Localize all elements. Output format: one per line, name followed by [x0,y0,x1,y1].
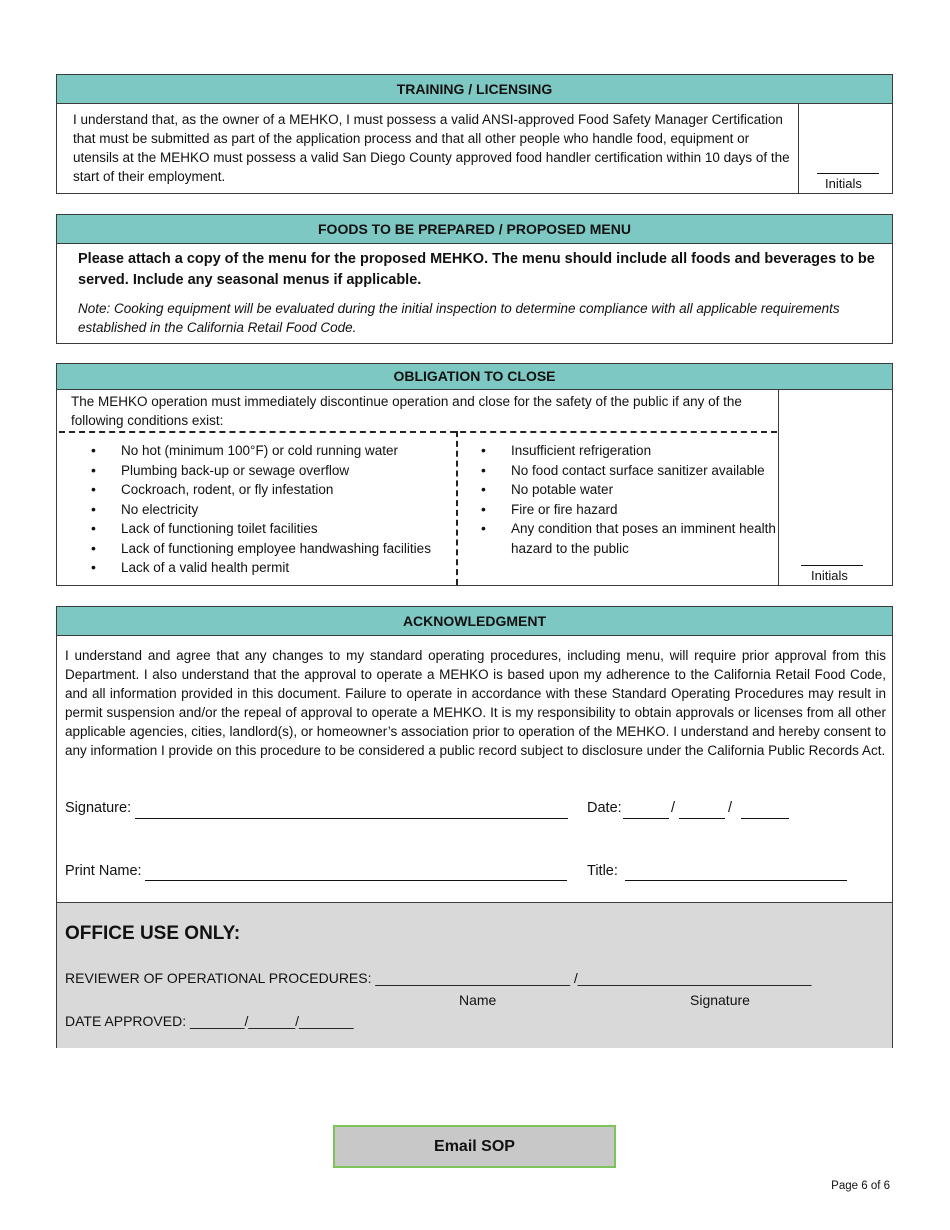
foods-section [56,214,893,344]
condition-item: • Lack of functioning toilet facilities [73,519,455,539]
condition-item: • No electricity [73,500,455,520]
foods-title: FOODS TO BE PREPARED / PROPOSED MENU [57,215,892,244]
condition-item: • Lack of functioning employee handwashing facilities [73,539,455,559]
date-separator-2: / [728,800,733,816]
condition-item: • No potable water [463,480,781,500]
obligation-title: OBLIGATION TO CLOSE [57,364,892,390]
obligation-initials-label: Initials [811,568,848,583]
training-section [56,74,893,194]
training-title: TRAINING / LICENSING [57,75,892,104]
signature-input[interactable] [135,818,568,819]
date-day-input[interactable] [679,818,725,819]
condition-item: • No food contact surface sanitizer available [463,461,781,481]
condition-item: • Plumbing back-up or sewage overflow [73,461,455,481]
date-approved-line[interactable]: DATE APPROVED: _______/______/_______ [65,1013,354,1029]
obligation-column-divider [456,431,458,585]
title-input[interactable] [625,880,847,881]
foods-instruction: Please attach a copy of the menu for the proposed MEHKO. The menu should include all foods and beverages to be served. Include any seasonal menus if applicable. [78,251,875,288]
reviewer-line[interactable]: REVIEWER OF OPERATIONAL PROCEDURES: _________________________ /______________________________ [65,970,812,986]
reviewer-name-caption: Name [459,992,497,1008]
office-use-section [57,902,892,1048]
condition-item: • Cockroach, rodent, or fly infestation [73,480,455,500]
condition-item: • Fire or fire hazard [463,500,781,520]
obligation-right-list [463,441,781,558]
training-initials-field[interactable] [798,104,892,193]
condition-item: • No hot (minimum 100°F) or cold running water [73,441,455,461]
acknowledgment-text: I understand and agree that any changes to my standard operating procedures, including menu, will require prior approval from this Department. I also understand that the approval to operate a MEHKO is based upon my adherence to the California Retail Food Code, and all information provided in this document. Failure to operate in accordance with these Standard Operating Procedures may result in permit suspension and/or the repeal of approval to operate a MEHKO. It is my responsibility to obtain approvals or licenses from all other applicable agencies, cities, landlord(s), or homeowner’s association prior to operation of the MEHKO. I understand and hereby consent to any information I provide on this procedure to be considered a public record subject to disclosure under the California Public Records Act. [65,648,886,758]
obligation-divider [59,431,777,433]
office-use-heading: OFFICE USE ONLY: [65,923,241,944]
email-sop-button[interactable]: Email SOP [333,1125,616,1168]
reviewer-signature-caption: Signature [690,992,750,1008]
print-name-input[interactable] [145,880,567,881]
training-initials-label: Initials [825,176,862,191]
foods-note: Note: Cooking equipment will be evaluated during the initial inspection to determine compliance with all applicable requirements established in the California Retail Food Code. [78,301,840,335]
signature-label: Signature: [65,800,132,816]
page-number: Page 6 of 6 [831,1180,890,1192]
condition-item: • Insufficient refrigeration [463,441,781,461]
date-label: Date: [587,800,622,816]
acknowledgment-title: ACKNOWLEDGMENT [57,607,892,636]
condition-item: • Lack of a valid health permit [73,558,455,578]
training-initials-line [817,173,879,174]
obligation-intro: The MEHKO operation must immediately discontinue operation and close for the safety of the public if any of the following conditions exist: [71,394,742,428]
obligation-section [56,363,893,586]
obligation-initials-field[interactable] [778,389,892,585]
print-name-label: Print Name: [65,863,142,879]
obligation-left-list [73,441,455,578]
acknowledgment-section [56,606,893,1048]
condition-item: • Any condition that poses an imminent health hazard to the public [463,519,781,558]
training-text: I understand that, as the owner of a MEHKO, I must possess a valid ANSI-approved Food Safety Manager Certification that must be submitted as part of the application process and that all other people who handle food, equipment or utensils at the MEHKO must possess a valid San Diego County approved food handler certification within 10 days of the start of their employment. [73,112,790,184]
date-month-input[interactable] [623,818,669,819]
date-separator-1: / [671,800,676,816]
date-year-input[interactable] [741,818,789,819]
obligation-initials-line [801,565,863,566]
title-label: Title: [587,863,618,879]
